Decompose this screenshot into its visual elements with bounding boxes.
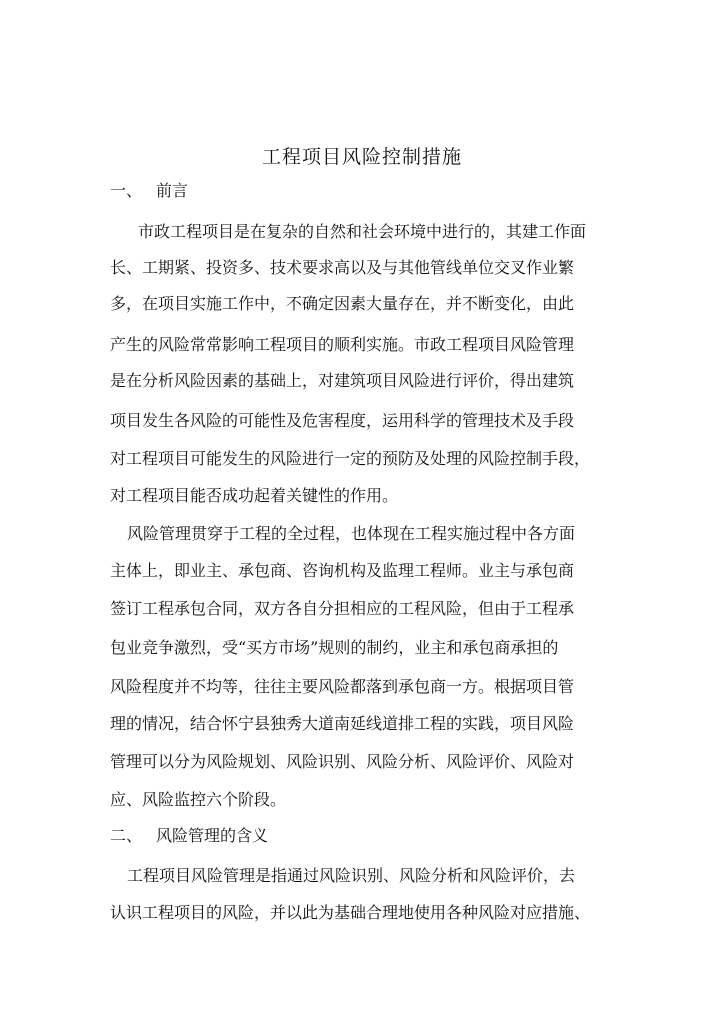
section-number: 二、 bbox=[110, 826, 143, 845]
paragraph-line: 产生的风险常常影响工程项目的顺利实施。市政工程项目风险管理 bbox=[110, 335, 575, 354]
paragraph-line: 市政工程项目是在复杂的自然和社会环境中进行的，其建工作面 bbox=[138, 222, 587, 241]
section-title: 前言 bbox=[156, 181, 189, 200]
paragraph-line: 管理可以分为风险规划、风险识别、风险分析、风险评价、风险对 bbox=[110, 752, 575, 771]
paragraph-line: 风险管理贯穿于工程的全过程，也体现在工程实施过程中各方面 bbox=[127, 524, 576, 543]
paragraph-line: 是在分析风险因素的基础上，对建筑项目风险进行评价，得出建筑 bbox=[110, 371, 575, 390]
paragraph-line: 工程项目风险管理是指通过风险识别、风险分析和风险评价，去 bbox=[127, 866, 576, 885]
paragraph-line: 对工程项目能否成功起着关键性的作用。 bbox=[110, 486, 399, 505]
section-heading-1 bbox=[110, 179, 188, 203]
paragraph-line: 长、工期紧、投资多、技术要求高以及与其他管线单位交叉作业繁 bbox=[110, 258, 575, 277]
paragraph-line: 认识工程项目的风险，并以此为基础合理地使用各种风险对应措施、 bbox=[110, 903, 591, 922]
paragraph-line: 多，在项目实施工作中，不确定因素大量存在，并不断变化，由此 bbox=[110, 294, 575, 313]
section-heading-2 bbox=[110, 824, 268, 848]
paragraph-line: 签订工程承包合同，双方各自分担相应的工程风险，但由于工程承 bbox=[110, 599, 575, 618]
section-title: 风险管理的含义 bbox=[156, 826, 269, 845]
paragraph-line: 风险程度并不均等，往往主要风险都落到承包商一方。根据项目管 bbox=[110, 677, 575, 696]
paragraph-line: 项目发生各风险的可能性及危害程度，运用科学的管理技术及手段 bbox=[110, 411, 575, 430]
paragraph-line: 理的情况，结合怀宁县独秀大道南延线道排工程的实践，项目风险 bbox=[110, 714, 575, 733]
paragraph-line: 主体上，即业主、承包商、咨询机构及监理工程师。业主与承包商 bbox=[110, 561, 575, 580]
paragraph-line: 对工程项目可能发生的风险进行一定的预防及处理的风险控制手段， bbox=[110, 449, 591, 468]
document-title: 工程项目风险控制措施 bbox=[261, 146, 462, 168]
paragraph-line: 包业竞争激烈，受“买方市场”规则的制约，业主和承包商承担的 bbox=[110, 638, 559, 657]
section-number: 一、 bbox=[110, 181, 143, 200]
paragraph-line: 应、风险监控六个阶段。 bbox=[110, 790, 287, 809]
